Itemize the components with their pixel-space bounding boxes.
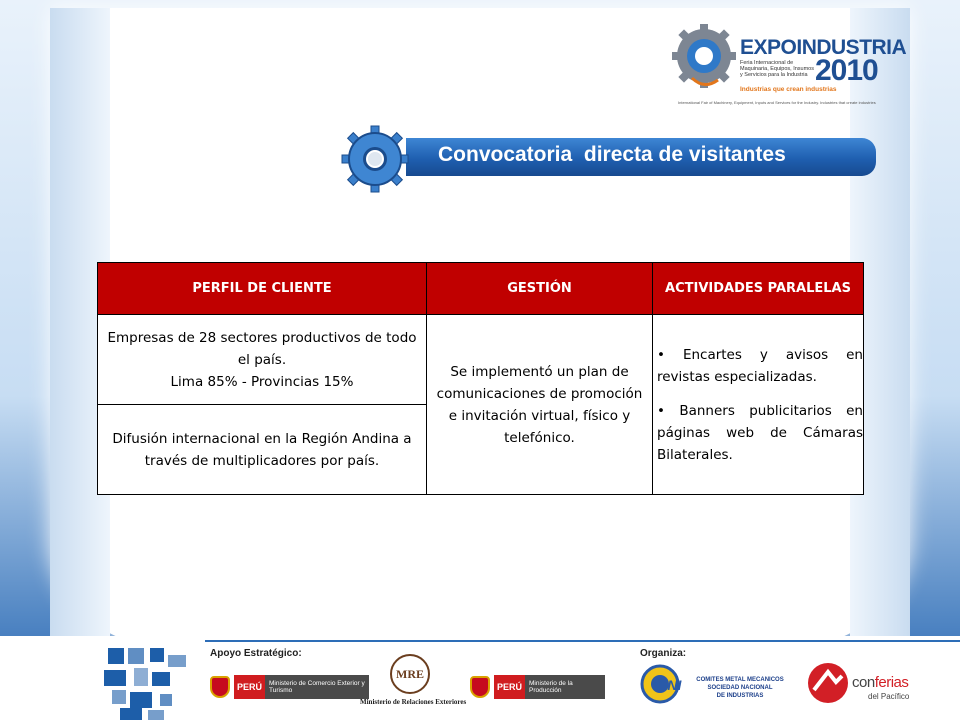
actividad-text: Encartes y avisos en revistas especializadas. <box>657 346 863 385</box>
page-title: Convocatoria directa de visitantes <box>438 143 786 166</box>
conferias-prefix: con <box>852 674 875 691</box>
peru-label: PERÚ <box>494 675 525 699</box>
ministry-name: Ministerio de Relaciones Exteriores <box>360 698 467 706</box>
perfil-cell-2 <box>98 405 427 495</box>
logo-description: Feria Internacional de Maquinaria, Equipos, Insumos y Servicios para la Industria <box>740 60 814 78</box>
table-header-row <box>98 263 864 315</box>
conferias-sub: del Pacífico <box>868 692 910 701</box>
conferias-main: ferias <box>874 674 909 691</box>
gear-logo-icon <box>670 18 740 98</box>
footer-divider <box>205 640 960 642</box>
logo-slogan: Industrias que crean industrias <box>740 86 837 93</box>
sponsor-comercio-logo <box>210 674 369 700</box>
table-row <box>98 315 864 405</box>
visitor-table <box>97 262 864 495</box>
actividad-text: Banners publicitarios en páginas web de Cámaras Bilaterales. <box>657 402 863 463</box>
list-item: • Banners publicitarios en páginas web de Cámaras Bilaterales. <box>657 402 863 463</box>
sponsor-relaciones-logo <box>360 654 467 706</box>
perfil-cell-1 <box>98 315 427 405</box>
sni-line: SOCIEDAD NACIONAL <box>707 685 773 691</box>
header-actividades: ACTIVIDADES PARALELAS <box>653 263 864 315</box>
sni-name <box>658 676 794 700</box>
perfil-line: Empresas de 28 sectores productivos de todo el país. <box>107 329 417 368</box>
conferias-logo-icon <box>806 660 850 706</box>
coat-of-arms-icon <box>470 676 490 698</box>
header-gestion: GESTIÓN <box>427 263 653 315</box>
mre-seal-icon: MRE <box>390 654 430 694</box>
logo-name: EXPOINDUSTRIA <box>740 36 907 59</box>
organiza-label: Organiza: <box>640 648 687 659</box>
sponsor-produccion-logo <box>470 674 605 700</box>
sni-abbr: SNI <box>658 677 682 693</box>
ministry-name: Ministerio de Comercio Exterior y Turismo <box>265 675 369 699</box>
sni-line: DE INDUSTRIAS <box>716 693 764 699</box>
apoyo-label: Apoyo Estratégico: <box>210 648 302 659</box>
gear-icon <box>340 124 410 194</box>
coat-of-arms-icon <box>210 676 230 698</box>
perfil-line: Difusión internacional en la Región Andina a través de multiplicadores por país. <box>112 430 412 469</box>
expoindustria-logo <box>668 16 907 108</box>
header-perfil: PERFIL DE CLIENTE <box>98 263 427 315</box>
logo-tagline: International Fair of Machinery, Equipment, Inputs and Services for the Industry. Industries that create industries <box>678 100 876 105</box>
peru-label: PERÚ <box>234 675 265 699</box>
gestion-cell: Se implementó un plan de comunicaciones de promoción e invitación virtual, físico y telefónico. <box>427 315 653 495</box>
perfil-line: Lima 85% - Provincias 15% <box>170 373 354 390</box>
list-item: • Encartes y avisos en revistas especializadas. <box>657 346 863 385</box>
actividades-cell <box>653 315 864 495</box>
sni-line: COMITES METAL MECANICOS <box>696 677 784 683</box>
logo-year: 2010 <box>815 54 878 87</box>
conferias-name <box>852 674 908 691</box>
ministry-name: Ministerio de la Producción <box>525 675 605 699</box>
